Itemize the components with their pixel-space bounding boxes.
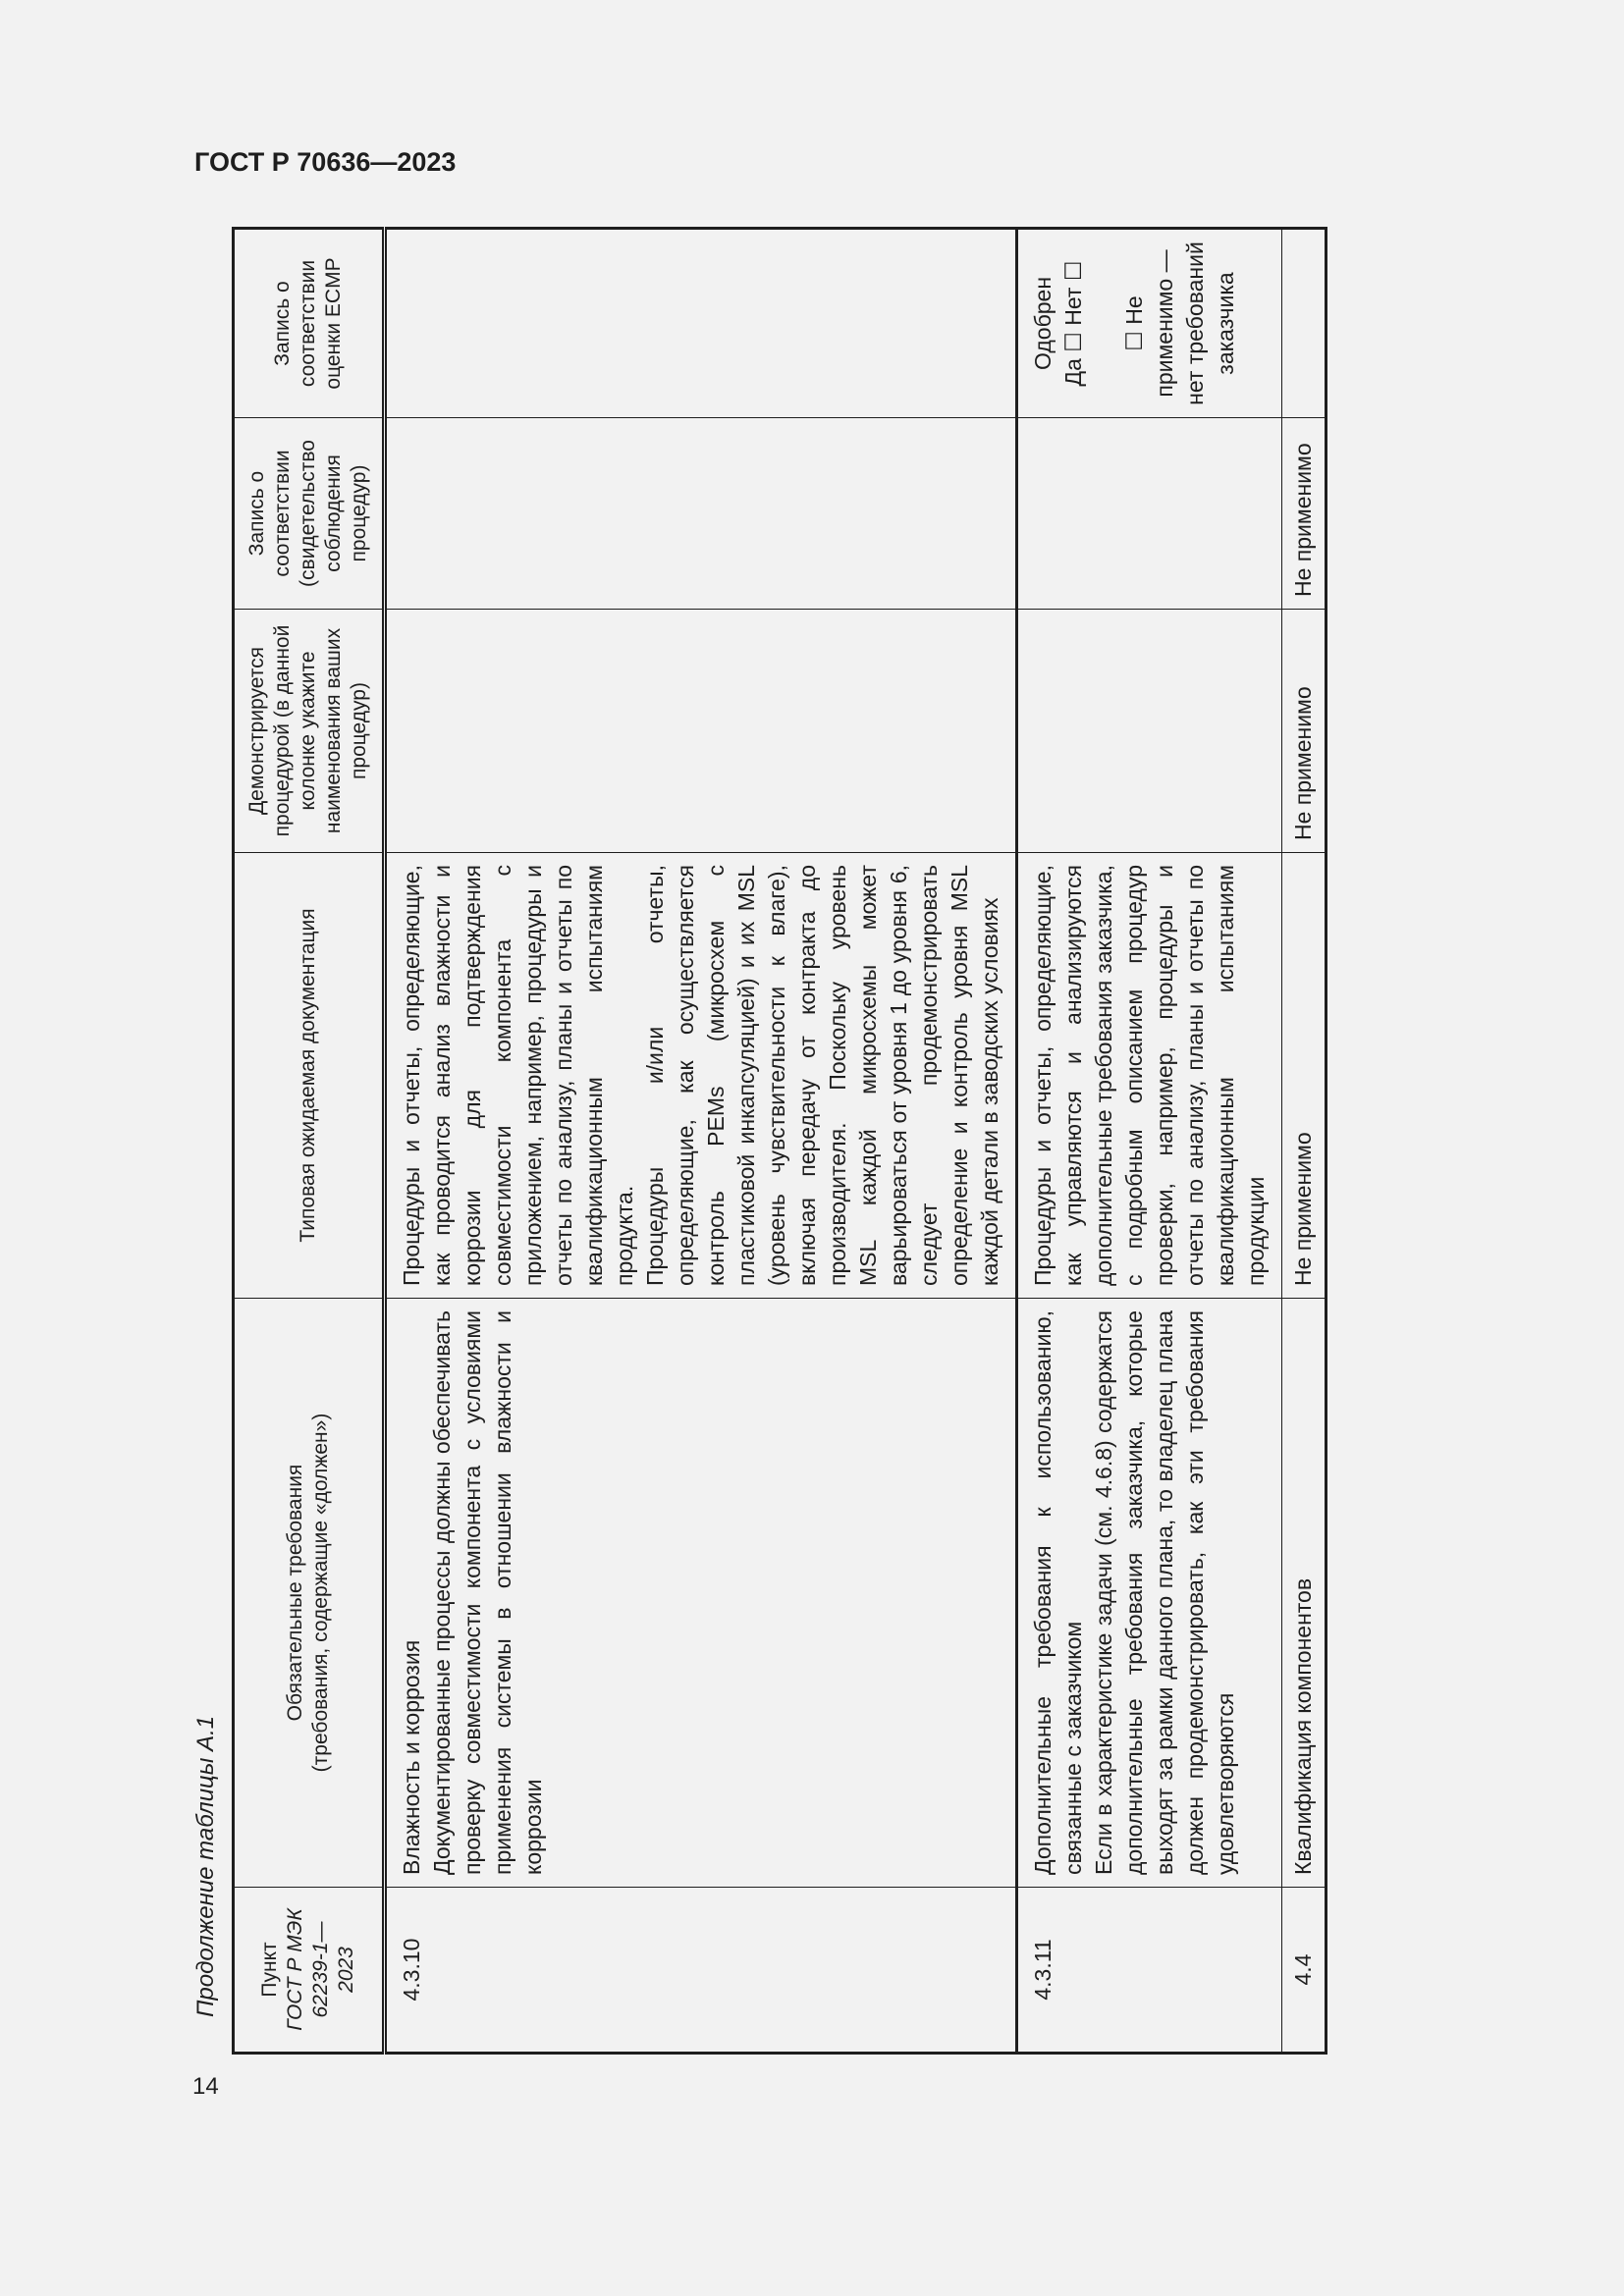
header-clause-label: Пункт <box>258 1942 281 1998</box>
clause-cell: 4.4 <box>1282 1888 1326 2054</box>
no-checkbox[interactable]: ☐ <box>1060 260 1086 282</box>
record-cell <box>385 418 1017 610</box>
header-procedure: Демонстрируется процедурой (в данной колонке укажите наименования ваших процедур) <box>234 610 385 853</box>
no-label: Нет <box>1060 287 1086 326</box>
procedure-cell: Не применимо <box>1282 610 1326 853</box>
ecmp-cell <box>1017 229 1282 418</box>
documentation-cell <box>1017 853 1282 1299</box>
ecmp-cell <box>1282 229 1326 418</box>
requirements-cell: Квалификация компонентов <box>1282 1299 1326 1888</box>
requirements-cell <box>385 1299 1017 1888</box>
not-applicable-checkbox[interactable]: ☐ <box>1121 331 1147 351</box>
document-header: ГОСТ Р 70636—2023 <box>194 147 457 177</box>
procedure-cell <box>385 610 1017 853</box>
not-applicable-option <box>1119 241 1241 405</box>
header-requirements-note: (требования, содержащие «должен») <box>309 1413 332 1773</box>
header-ecmp-record: Запись о соответствии оценки ECMP <box>234 229 385 418</box>
approval-options <box>1058 241 1089 405</box>
record-cell: Не применимо <box>1282 418 1326 610</box>
requirement-title: Дополнительные требования к использованию, связанные с заказчиком <box>1030 1310 1086 1875</box>
header-requirements-label: Обязательные требования <box>284 1464 306 1722</box>
header-requirements <box>234 1299 385 1888</box>
clause-cell: 4.3.10 <box>385 1888 1017 2054</box>
documentation-paragraph: Процедуры и/или отчеты, определяющие, как осуществляется контроль PEMs (микросхем с пластиковой инкапсуляцией) и их MSL (уровень чувствительности к влаге), включая передачу от контракта до производителя. Поскольку уровень MSL каждой микросхемы может варьироваться от уровня 1 до уровня 6, следует продемонстрировать определение и контроль уровня MSL каждой детали в заводских условиях <box>642 865 1002 1286</box>
rotated-table-block <box>187 230 1316 2055</box>
page-number: 14 <box>192 2073 219 2100</box>
requirement-text: Если в характеристике задачи (см. 4.6.8) содержатся дополнительные требования заказчика, которые выходят за рамки данного плана, то владелец плана должен продемонстрировать, как эти требования удовлетворяются <box>1091 1310 1238 1875</box>
requirements-cell <box>1017 1299 1282 1888</box>
procedure-cell <box>1017 610 1282 853</box>
table-row <box>385 229 1017 2054</box>
record-cell <box>1017 418 1282 610</box>
requirement-title: Влажность и коррозия <box>399 1639 424 1875</box>
header-clause <box>234 1888 385 2054</box>
documentation-cell <box>385 853 1017 1299</box>
table-row <box>1017 229 1282 2054</box>
yes-label: Да <box>1060 358 1086 387</box>
spacer <box>1089 241 1119 405</box>
not-applicable-label: Не применимо — нет требований заказчика <box>1121 241 1238 405</box>
header-record: Запись о соответствии (свидетельство соблюдения процедур) <box>234 418 385 610</box>
table-caption: Продолжение таблицы А.1 <box>192 1715 219 2017</box>
documentation-cell: Не применимо <box>1282 853 1326 1299</box>
header-documentation: Типовая ожидаемая документация <box>234 853 385 1299</box>
table-header-row <box>234 229 385 2054</box>
approved-label: Одобрен <box>1030 276 1056 371</box>
requirement-text: Документированные процессы должны обеспечивать проверку совместимости компонента с условиями применения системы в отношении влажности и коррозии <box>429 1310 546 1875</box>
header-clause-standard: ГОСТ Р МЭК 62239-1—2023 <box>284 1908 357 2031</box>
ecmp-cell <box>385 229 1017 418</box>
documentation-paragraph: Процедуры и отчеты, определяющие, как управляются и анализируются дополнительные требования заказчика, с подробным описанием процедур проверки, например, процедуры и отчеты по анализу, планы и отчеты по квалификационным испытаниям продукции <box>1030 865 1269 1286</box>
clause-cell: 4.3.11 <box>1017 1888 1282 2054</box>
documentation-paragraph: Процедуры и отчеты, определяющие, как проводится анализ влажности и коррозии для подтверждения совместимости компонента с приложением, например, процедуры и отчеты по анализу, планы и отчеты по квалификационным испытаниям продукта. <box>399 865 637 1286</box>
table-row <box>1282 229 1326 2054</box>
yes-checkbox[interactable]: ☐ <box>1060 332 1086 352</box>
requirements-table <box>232 227 1327 2055</box>
